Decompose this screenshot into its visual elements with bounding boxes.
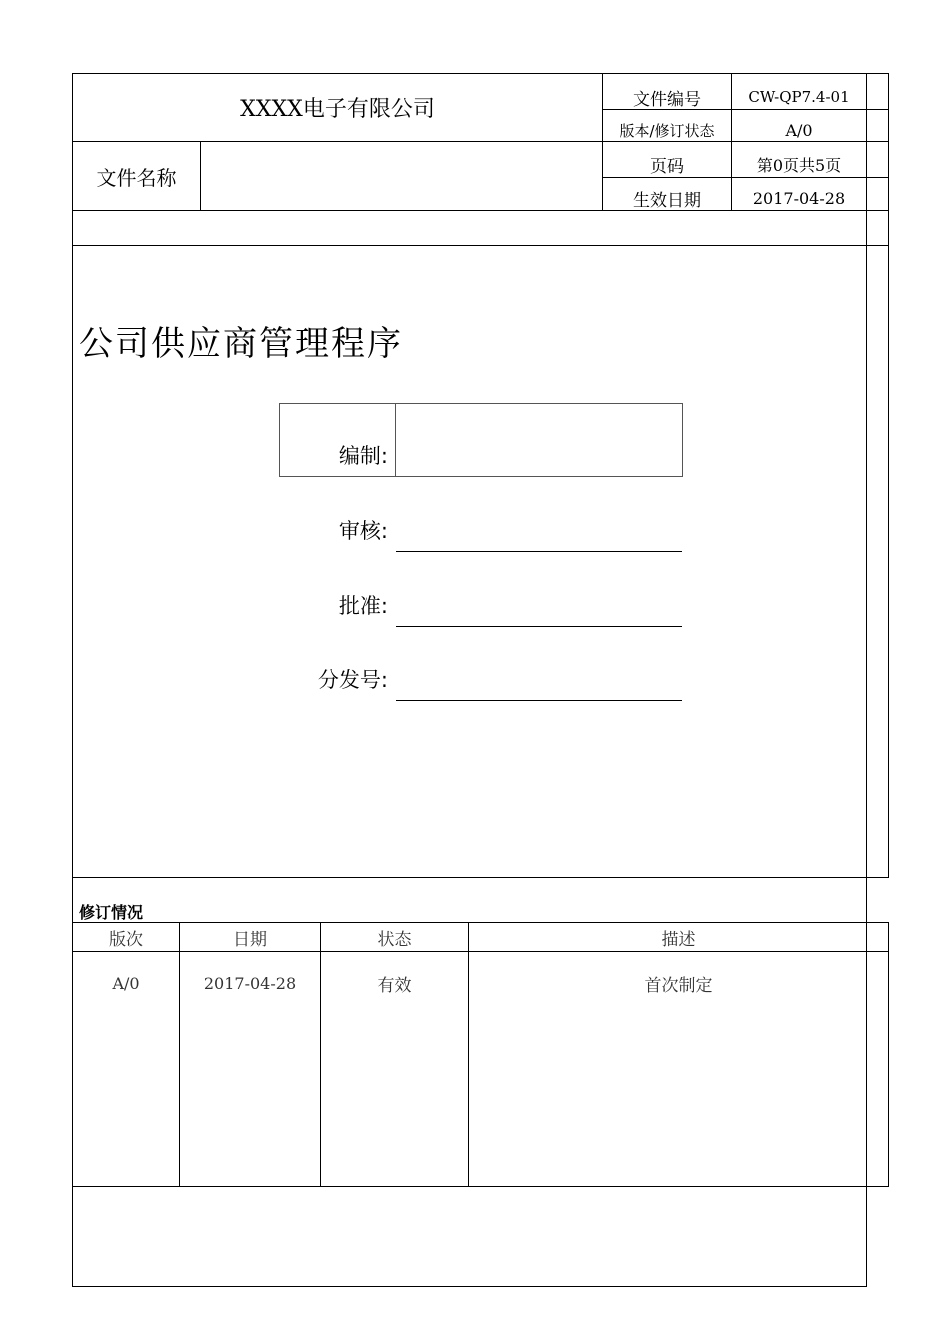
col-header-status: 状态 <box>377 929 412 950</box>
page-left-border <box>72 73 73 1287</box>
distribution-label: 分发号: <box>317 668 388 692</box>
header-rule <box>602 177 889 178</box>
col-header-description: 描述 <box>661 929 696 950</box>
page-number-label: 页码 <box>650 156 684 177</box>
distribution-signature-line[interactable] <box>396 700 682 701</box>
company-name: XXXX电子有限公司 <box>240 97 435 122</box>
outer-right-border <box>888 245 889 877</box>
revision-version-cell: A/0 <box>112 973 140 993</box>
doc-number-value: CW-QP7.4-01 <box>748 88 850 106</box>
revision-col-divider <box>179 922 180 1186</box>
page-right-border <box>866 73 867 1287</box>
revision-description-cell: 首次制定 <box>644 975 713 996</box>
col-header-date: 日期 <box>233 929 267 950</box>
revision-status-cell: 有效 <box>377 975 412 996</box>
doc-name-label: 文件名称 <box>96 165 177 190</box>
revision-date-cell: 2017-04-28 <box>203 973 297 993</box>
effective-date-value: 2017-04-28 <box>752 188 846 208</box>
cover-top-border <box>72 245 889 246</box>
revision-status-label: 版本/修订状态 <box>619 121 715 140</box>
outer-right-border <box>888 73 889 245</box>
cover-bottom-border <box>72 877 889 878</box>
col-header-version: 版次 <box>109 929 143 950</box>
revision-status-value: A/0 <box>785 120 813 140</box>
revision-header-rule <box>72 951 889 952</box>
page-bottom-border <box>72 1286 867 1287</box>
effective-date-label: 生效日期 <box>633 190 701 211</box>
document-title: 公司供应商管理程序 <box>79 324 403 364</box>
reviewed-label: 审核: <box>338 519 388 543</box>
prepared-label: 编制: <box>338 444 388 468</box>
revision-col-divider <box>468 922 469 1186</box>
revision-col-divider <box>320 922 321 1186</box>
page-number-value: 第0页共5页 <box>756 155 842 175</box>
outer-right-border <box>888 922 889 1186</box>
prepared-box-divider <box>395 403 396 477</box>
doc-name-value <box>201 142 602 210</box>
doc-number-label: 文件编号 <box>633 89 701 110</box>
revision-section-title: 修订情况 <box>79 903 144 922</box>
reviewed-signature-line[interactable] <box>396 551 682 552</box>
revision-table-bottom <box>72 1186 889 1187</box>
approved-signature-line[interactable] <box>396 626 682 627</box>
approved-label: 批准: <box>338 594 388 618</box>
